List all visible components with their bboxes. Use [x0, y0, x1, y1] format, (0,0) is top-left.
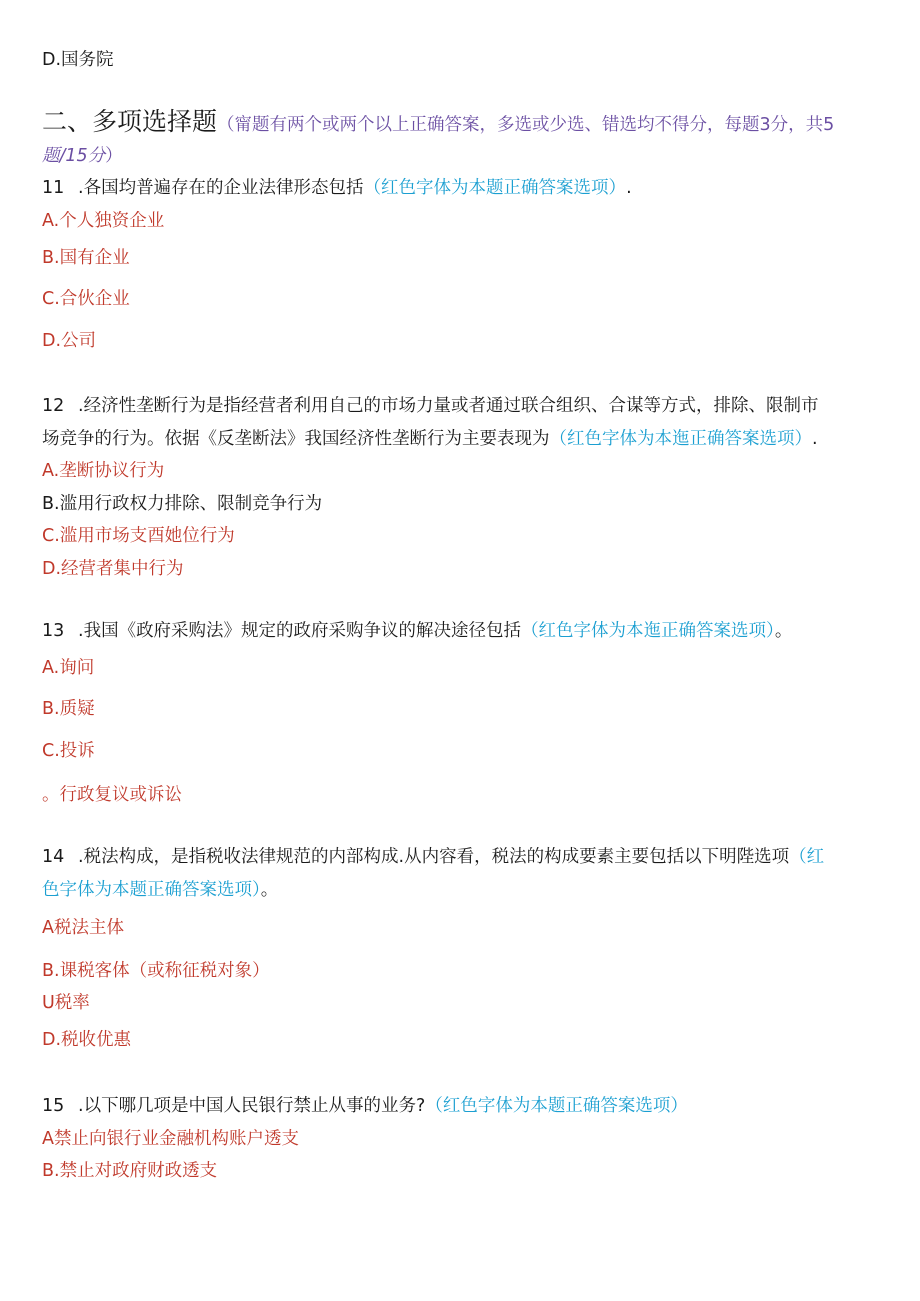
section-note-continued	[42, 140, 872, 172]
question-number: 14	[42, 847, 65, 867]
answer-hint: （红色字体为本迤正确答案选项）	[549, 429, 812, 449]
q15-option-b: B.禁止对政府财政透支	[42, 1161, 218, 1181]
section-heading	[42, 104, 872, 143]
question-tail: 。	[774, 621, 793, 641]
question-tail: 。	[260, 880, 279, 900]
question-text: .税法构成，是指税收法律规范的内部构成.从内容看，税法的构成要素主要包括以下明陛选项	[78, 847, 790, 867]
q13-option-b: B.质疑	[42, 699, 95, 719]
answer-hint: （红色字体为本题正确答案选项）	[363, 178, 627, 198]
q11-option-b: B.国有企业	[42, 248, 130, 268]
question-15-stem	[42, 1090, 872, 1122]
question-tail: .	[812, 429, 818, 449]
q12-option-d: D.经营者集中行为	[42, 559, 184, 579]
question-11-stem	[42, 172, 872, 204]
question-12-stem-line2	[42, 423, 872, 455]
q15-option-a: A禁止向银行业金融机构账户透支	[42, 1129, 299, 1149]
question-number: 15	[42, 1096, 65, 1116]
section-note: （甯题有两个或两个以上正确答案，多选或少选、错选均不得分，每题3分，共5	[217, 115, 835, 135]
question-text: .各国均普遍存在的企业法律形态包括	[78, 178, 364, 198]
question-text: 场竞争的行为。依据《反垄断法》我国经济性垄断行为主要表现为	[42, 429, 550, 449]
q12-option-b: B.滥用行政权力排除、限制竞争行为	[42, 494, 323, 514]
question-text: .我国《政府采购法》规定的政府采购争议的解决途径包括	[78, 621, 522, 641]
question-number: 12	[42, 396, 65, 416]
section-note-score: 题/15分	[42, 146, 106, 166]
question-13-stem	[42, 615, 872, 647]
answer-hint: 色字体为本题正确答案选项）	[42, 880, 261, 900]
section-title: 二、多项选择题	[42, 107, 218, 136]
q11-option-d: D.公司	[42, 331, 97, 351]
question-14-stem-line1	[42, 841, 872, 873]
question-number: 11	[42, 178, 65, 198]
answer-hint: （红	[789, 847, 825, 867]
q13-option-c: C.投诉	[42, 741, 95, 761]
q13-option-d: 。行政复议或诉讼	[42, 785, 182, 805]
question-text: .以下哪几项是中国人民银行禁止从事的业务?	[78, 1096, 426, 1116]
q14-option-a: A税法主体	[42, 918, 124, 938]
question-14-stem-line2	[42, 874, 872, 906]
answer-hint: （红色字体为本题正确答案选项）	[425, 1096, 688, 1116]
section-note-close: ）	[105, 146, 123, 166]
q12-option-c: C.滥用市场支酉她位行为	[42, 526, 235, 546]
q13-option-a: A.询问	[42, 658, 95, 678]
question-number: 13	[42, 621, 65, 641]
prev-question-option-d: D.国务院	[42, 50, 114, 70]
q11-option-c: C.合伙企业	[42, 289, 130, 309]
q11-option-a: A.个人独资企业	[42, 211, 165, 231]
question-12-stem-line1	[42, 390, 872, 422]
q12-option-a: A.垄断协议行为	[42, 461, 165, 481]
question-tail: .	[626, 178, 632, 198]
q14-option-c: U税率	[42, 993, 90, 1013]
question-text: .经济性垄断行为是指经营者利用自己的市场力量或者通过联合组织、合谋等方式，排除、限制市	[78, 396, 819, 416]
q14-option-d: D.税收优惠	[42, 1030, 132, 1050]
answer-hint: （红色字体为本迤正确答案选项）	[521, 621, 775, 641]
q14-option-b: B.课税客体（或称征税对象）	[42, 961, 270, 981]
